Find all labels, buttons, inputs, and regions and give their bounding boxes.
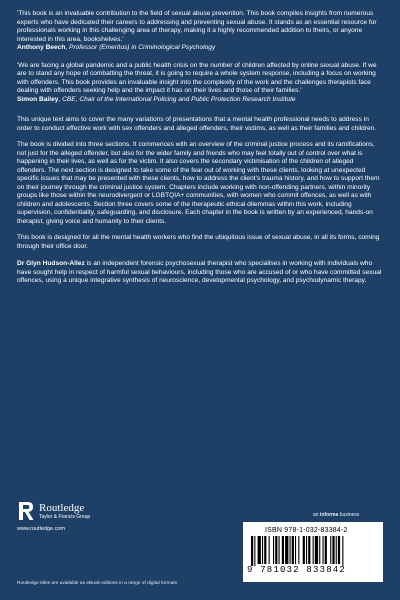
endorsement-quote [17, 62, 383, 105]
informa-prefix: an [313, 512, 320, 518]
description-paragraph: This book is designed for all the mental health workers who find the ubiquitous issue of sexual abuse, in all its forms, coming through their office door. [17, 234, 380, 250]
publisher-logo [17, 500, 90, 522]
barcode-icon [251, 536, 375, 566]
publisher-block [17, 500, 90, 532]
informa-mark [313, 512, 359, 518]
attribution-separator: , [58, 95, 63, 103]
routledge-logo-icon [17, 500, 35, 522]
attribution-separator: , [65, 44, 70, 51]
publisher-url: www.routledge.com [17, 526, 65, 532]
quote-attribution [17, 44, 383, 53]
publisher-group: Taylor & Francis Group [39, 513, 91, 520]
quote-author-role: Professor (Emeritus) in Criminological Psychology [69, 44, 216, 51]
quote-attribution [17, 96, 383, 105]
quote-text: 'This book is an invaluable contribution to the field of sexual abuse prevention. This book compiles insights from numerous experts who have dedicated their careers to addressing and preventing sexual abuse. It stands as an essential resource for professionals working in this challenging area of therapy, making it a highly recommended addition to theirs, or anyone interested in this area, bookshelves.' [17, 10, 377, 43]
cover-text [17, 10, 383, 294]
barcode-digits: 9 781032 833842 [247, 565, 347, 575]
quote-author: Anthony Beech [17, 44, 66, 51]
isbn-label: ISBN 978-1-032-83384-2 [265, 527, 348, 534]
informa-suffix: business [338, 512, 360, 518]
author-name: Dr Glyn Hudson-Allez [17, 260, 85, 267]
author-bio-text: is an independent forensic psychosexual therapist who specialises in working with individuals who have sought help in respect of harmful sexual behaviours, including those who are accused of or who have committed sexual offences, using a unique integrative synthesis of neuroscience, developmental psychology, and psychodynamic therapy. [17, 260, 382, 284]
ebook-note: Routledge titles are available as eBook editions in a range of digital formats [17, 581, 177, 586]
publisher-name: Routledge [39, 501, 85, 514]
description-paragraph: This unique text aims to cover the many variations of presentations that a mental health professional needs to address in order to conduct effective work with sex offenders and alleged offenders, their victims, as well as their families and children. [17, 116, 377, 132]
description-paragraph: The book is divided into three sections. It commences with an overview of the criminal justice process and its ramifications, not just for the alleged offender, but also for the wider family and friends who may feel totally out of control over what is happening in their lives, as well as for the victim. It also covers the secondary victimisation of the children of alleged offenders. The next section is designed to take some of the fear out of working with these clients, looking at unexpected specific issues that may be presented with these clients, how to address the client's trauma history, and how to support them on their journey through the criminal justice system. Chapters include working with non-offending partners, within minority groups like those within the neurodivergent or LGBTQIA+ communities, with women who commit offences, as well as with children and adolescents. Section three covers some of the therapeutic ethical dilemmas within this work, including supervision, confidentiality, safeguarding, and disclosure. Each chapter in the book is written by an experienced, hands-on therapist, giving voice and humanity to their clients. [17, 141, 380, 225]
endorsement-quote [17, 10, 383, 53]
author-bio [17, 260, 383, 286]
quote-author-role: CBE, Chair of the International Policing and Public Protection Research Institute [62, 95, 296, 103]
quote-author: Simon Bailey [17, 95, 59, 103]
barcode-panel [243, 522, 383, 582]
quote-text: 'We are facing a global pandemic and a public health crisis on the number of children affected by online sexual abuse. If we are to stand any hope of combatting the threat, it is going to require a whole system response, including a focus on working with offenders. This book provides an invaluable insight into the complexity of the work and the challenges therapists face dealing with offenders seeking help and the impact it has on their lives and those of their families.' [17, 61, 377, 94]
informa-brand: informa [319, 512, 339, 518]
